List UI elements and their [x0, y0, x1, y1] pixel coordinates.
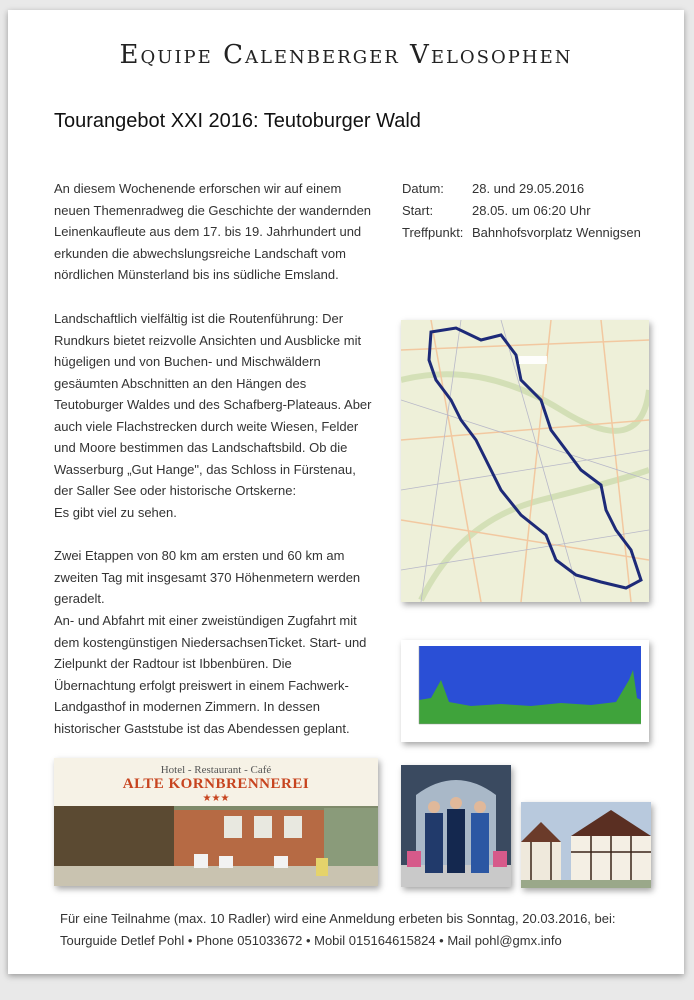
intro-paragraph: An diesem Wochenende erforschen wir auf einem neuen Themenradweg die Geschichte der wandernden Leinenkaufleute aus dem 17. bis 19. Jahrhundert und erkunden die abwechslungsreiche Landschaft vom nördlichen Münsterland bis ins südliche Emsland.	[54, 181, 372, 282]
hotel-subtitle: Hotel - Restaurant - Café	[160, 764, 272, 776]
page-title: Equipe Calenberger Velosophen	[119, 40, 573, 70]
house-photo	[521, 802, 651, 888]
hotel-photo	[54, 758, 378, 886]
datum-value: 28. und 29.05.2016	[472, 181, 585, 196]
hotel-stars: ★★★	[202, 793, 230, 804]
info-row-start	[402, 200, 641, 222]
flyer-page	[8, 10, 684, 974]
tour-info	[402, 178, 641, 244]
info-row-datum	[402, 178, 641, 200]
footer-contact: Tourguide Detlef Pohl • Phone 051033672 • Mobil 015164615824 • Mail pohl@gmx.info	[60, 933, 562, 948]
travel-paragraph: An- und Abfahrt mit einer zweistündigen Zugfahrt mit dem kostengünstigen NiedersachsenTicket. Start- und Zielpunkt der Radtour ist Ibbenbüren. Die Übernachtung erfolgt preiswert in einem Fachwerk-Landgasthof in modernen Zimmern. In dessen historischer Gaststube ist das Abendessen geplant.	[54, 613, 367, 736]
start-value: 28.05. um 06:20 Uhr	[472, 203, 591, 218]
stages-paragraph: Zwei Etappen von 80 km am ersten und 60 km am zweiten Tag mit insgesamt 370 Höhenmetern werden geradelt.	[54, 548, 361, 606]
hotel-photo-graphic	[54, 758, 378, 886]
treffpunkt-value: Bahnhofsvorplatz Wennigsen	[472, 225, 641, 240]
datum-label: Datum:	[402, 181, 444, 196]
footer	[60, 908, 616, 952]
elevation-profile	[401, 640, 649, 742]
route-map-graphic	[401, 320, 649, 602]
landscape-paragraph: Landschaftlich vielfältig ist die Routenführung: Der Rundkurs bietet reizvolle Ansichten und Ausblicke mit hügeligen und von Buchen- und Mischwäldern gesäumten Abschnitten an den Hängen des Teutoburger Waldes und des Schafberg-Plateaus. Aber auch viele Flachstrecken durch weite Wiesen, Felder und Moore bestimmen das Landschaftsbild. Ob die Wasserburg „Gut Hange", das Schloss in Fürstenau, der Saller See oder historische Ortskerne:	[54, 311, 372, 498]
tour-title: Tourangebot XXI 2016: Teutoburger Wald	[54, 110, 421, 132]
footer-registration: Für eine Teilnahme (max. 10 Radler) wird eine Anmeldung erbeten bis Sonntag, 20.03.2016, bei:	[60, 911, 616, 926]
treffpunkt-label: Treffpunkt:	[402, 225, 464, 240]
elevation-profile-graphic	[401, 640, 649, 742]
route-map	[401, 320, 649, 602]
house-photo-graphic	[521, 802, 651, 888]
guides-photo-graphic	[401, 765, 511, 887]
hotel-name: ALTE KORNBRENNEREI	[122, 776, 310, 792]
info-row-treffpunkt	[402, 222, 641, 244]
guides-photo	[401, 765, 511, 887]
start-label: Start:	[402, 203, 434, 218]
summary-line: Es gibt viel zu sehen.	[54, 505, 177, 520]
